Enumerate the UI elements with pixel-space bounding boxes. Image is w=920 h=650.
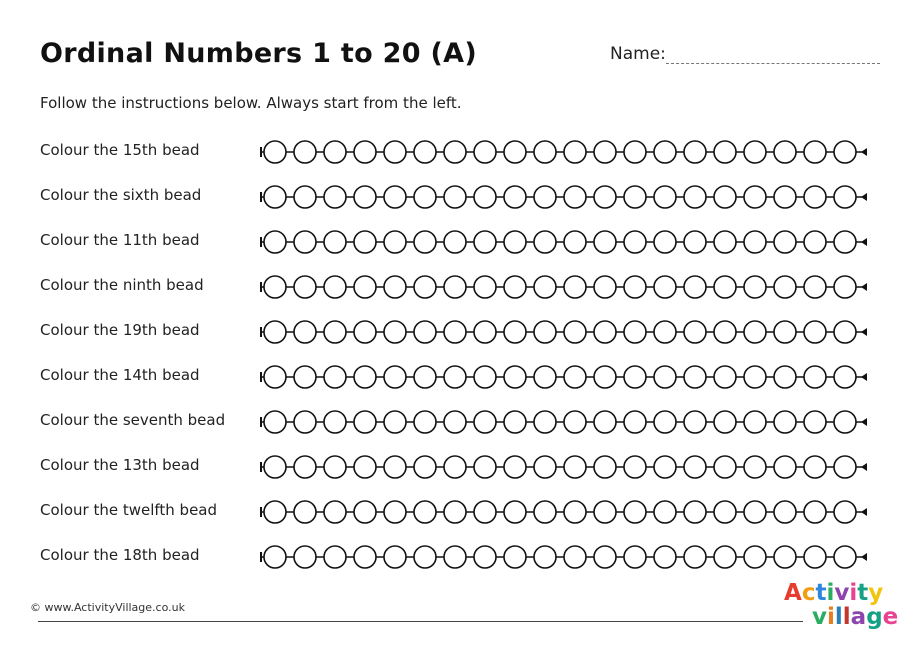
bead[interactable]: [294, 456, 316, 478]
bead[interactable]: [414, 546, 436, 568]
bead-string: [258, 362, 884, 392]
bead[interactable]: [534, 546, 556, 568]
bead[interactable]: [744, 501, 766, 523]
bead[interactable]: [324, 456, 346, 478]
page-title: Ordinal Numbers 1 to 20 (A): [40, 38, 478, 69]
string-right-end: [861, 328, 867, 336]
bead[interactable]: [294, 231, 316, 253]
bead[interactable]: [324, 231, 346, 253]
bead[interactable]: [264, 501, 286, 523]
bead[interactable]: [624, 366, 646, 388]
bead[interactable]: [474, 321, 496, 343]
bead[interactable]: [474, 231, 496, 253]
bead[interactable]: [774, 276, 796, 298]
bead[interactable]: [384, 546, 406, 568]
logo-word-activity: [784, 580, 883, 606]
bead[interactable]: [444, 501, 466, 523]
bead[interactable]: [684, 276, 706, 298]
instruction-label: Colour the twelfth bead: [40, 501, 218, 519]
logo-letter: g: [866, 604, 883, 630]
string-right-end: [861, 553, 867, 561]
bead-string: [258, 182, 884, 212]
bead[interactable]: [684, 321, 706, 343]
string-right-end: [861, 238, 867, 246]
bead[interactable]: [804, 321, 826, 343]
bead[interactable]: [654, 231, 676, 253]
instruction-label: Colour the 18th bead: [40, 546, 200, 564]
bead[interactable]: [354, 141, 376, 163]
bead[interactable]: [444, 366, 466, 388]
bead[interactable]: [474, 546, 496, 568]
logo-letter: v: [834, 580, 850, 606]
bead[interactable]: [264, 186, 286, 208]
logo-letter: y: [868, 580, 884, 606]
bead[interactable]: [594, 366, 616, 388]
bead[interactable]: [264, 276, 286, 298]
bead-string: [258, 452, 884, 482]
bead[interactable]: [324, 141, 346, 163]
bead[interactable]: [654, 276, 676, 298]
bead[interactable]: [534, 141, 556, 163]
bead[interactable]: [834, 141, 856, 163]
name-label: Name:: [610, 44, 666, 64]
bead[interactable]: [744, 186, 766, 208]
bead[interactable]: [834, 456, 856, 478]
bead[interactable]: [804, 501, 826, 523]
bead[interactable]: [534, 276, 556, 298]
bead[interactable]: [264, 456, 286, 478]
instruction-label: Colour the 14th bead: [40, 366, 200, 384]
bead[interactable]: [654, 141, 676, 163]
bead[interactable]: [474, 186, 496, 208]
bead[interactable]: [684, 456, 706, 478]
bead[interactable]: [564, 321, 586, 343]
bead[interactable]: [534, 411, 556, 433]
bead[interactable]: [564, 546, 586, 568]
bead[interactable]: [564, 141, 586, 163]
bead[interactable]: [444, 231, 466, 253]
bead[interactable]: [654, 456, 676, 478]
bead[interactable]: [444, 546, 466, 568]
bead[interactable]: [684, 366, 706, 388]
bead[interactable]: [804, 456, 826, 478]
bead[interactable]: [714, 411, 736, 433]
logo-letter: c: [801, 580, 816, 606]
bead[interactable]: [564, 276, 586, 298]
bead[interactable]: [804, 276, 826, 298]
bead[interactable]: [684, 186, 706, 208]
bead[interactable]: [624, 546, 646, 568]
bead[interactable]: [714, 186, 736, 208]
bead[interactable]: [324, 321, 346, 343]
activity-village-logo: [778, 578, 898, 638]
bead[interactable]: [324, 546, 346, 568]
logo-letter: i: [826, 580, 835, 606]
bead[interactable]: [564, 411, 586, 433]
bead[interactable]: [654, 186, 676, 208]
instruction-label: Colour the 19th bead: [40, 321, 200, 339]
bead[interactable]: [684, 231, 706, 253]
bead[interactable]: [654, 411, 676, 433]
bead[interactable]: [774, 501, 796, 523]
bead[interactable]: [594, 411, 616, 433]
logo-letter: i: [827, 604, 835, 630]
bead[interactable]: [414, 321, 436, 343]
bead-string: [258, 272, 884, 302]
bead[interactable]: [834, 231, 856, 253]
bead[interactable]: [414, 231, 436, 253]
bead[interactable]: [264, 411, 286, 433]
bead[interactable]: [744, 411, 766, 433]
bead[interactable]: [804, 366, 826, 388]
bead[interactable]: [774, 231, 796, 253]
logo-letter: e: [882, 604, 899, 630]
bead[interactable]: [474, 501, 496, 523]
bead[interactable]: [774, 141, 796, 163]
bead[interactable]: [354, 321, 376, 343]
bead[interactable]: [624, 456, 646, 478]
bead[interactable]: [534, 186, 556, 208]
bead[interactable]: [294, 186, 316, 208]
bead[interactable]: [354, 411, 376, 433]
logo-letter: a: [850, 604, 867, 630]
bead[interactable]: [564, 501, 586, 523]
bead[interactable]: [384, 186, 406, 208]
bead[interactable]: [414, 501, 436, 523]
bead[interactable]: [594, 321, 616, 343]
bead[interactable]: [384, 411, 406, 433]
bead[interactable]: [834, 321, 856, 343]
bead[interactable]: [564, 366, 586, 388]
bead[interactable]: [504, 276, 526, 298]
bead[interactable]: [474, 456, 496, 478]
bead[interactable]: [414, 366, 436, 388]
bead-string: [258, 407, 884, 437]
string-right-end: [861, 193, 867, 201]
bead[interactable]: [384, 366, 406, 388]
bead[interactable]: [594, 186, 616, 208]
bead[interactable]: [594, 501, 616, 523]
bead[interactable]: [624, 501, 646, 523]
bead[interactable]: [834, 411, 856, 433]
bead[interactable]: [324, 411, 346, 433]
bead[interactable]: [504, 141, 526, 163]
logo-letter: v: [812, 604, 827, 630]
bead[interactable]: [624, 411, 646, 433]
bead[interactable]: [504, 231, 526, 253]
bead[interactable]: [504, 321, 526, 343]
bead[interactable]: [744, 366, 766, 388]
bead-string: [258, 137, 884, 167]
bead[interactable]: [474, 411, 496, 433]
bead[interactable]: [294, 546, 316, 568]
bead[interactable]: [744, 456, 766, 478]
bead[interactable]: [744, 276, 766, 298]
bead-string: [258, 227, 884, 257]
bead[interactable]: [564, 456, 586, 478]
bead[interactable]: [834, 546, 856, 568]
bead[interactable]: [744, 231, 766, 253]
instructions-text: Follow the instructions below. Always start from the left.: [40, 94, 462, 112]
bead[interactable]: [504, 411, 526, 433]
bead[interactable]: [624, 231, 646, 253]
bead[interactable]: [564, 231, 586, 253]
bead[interactable]: [804, 141, 826, 163]
bead[interactable]: [504, 366, 526, 388]
bead[interactable]: [594, 141, 616, 163]
bead[interactable]: [384, 141, 406, 163]
bead[interactable]: [354, 456, 376, 478]
bead-string: [258, 542, 884, 572]
bead[interactable]: [684, 141, 706, 163]
bead[interactable]: [444, 276, 466, 298]
bead[interactable]: [354, 546, 376, 568]
string-right-end: [861, 463, 867, 471]
bead[interactable]: [834, 186, 856, 208]
bead-string: [258, 497, 884, 527]
bead[interactable]: [444, 186, 466, 208]
name-field-line: [666, 63, 880, 64]
logo-letter: A: [784, 580, 802, 606]
bead[interactable]: [534, 321, 556, 343]
bead[interactable]: [354, 276, 376, 298]
bead[interactable]: [774, 321, 796, 343]
bead[interactable]: [714, 501, 736, 523]
string-right-end: [861, 148, 867, 156]
logo-letter: t: [857, 580, 869, 606]
bead[interactable]: [834, 276, 856, 298]
bead[interactable]: [294, 276, 316, 298]
bead[interactable]: [774, 186, 796, 208]
bead[interactable]: [804, 231, 826, 253]
instruction-label: Colour the 15th bead: [40, 141, 200, 159]
bead[interactable]: [324, 186, 346, 208]
bead[interactable]: [504, 546, 526, 568]
bead[interactable]: [744, 321, 766, 343]
logo-word-village: [812, 604, 898, 630]
bead[interactable]: [384, 501, 406, 523]
bead[interactable]: [774, 546, 796, 568]
bead[interactable]: [804, 186, 826, 208]
bead[interactable]: [684, 411, 706, 433]
bead[interactable]: [264, 231, 286, 253]
bead[interactable]: [534, 501, 556, 523]
logo-letter: l: [834, 604, 843, 630]
bead[interactable]: [714, 546, 736, 568]
bead[interactable]: [444, 456, 466, 478]
logo-letter: l: [842, 604, 851, 630]
bead[interactable]: [324, 276, 346, 298]
bead[interactable]: [474, 276, 496, 298]
bead[interactable]: [324, 366, 346, 388]
bead[interactable]: [624, 186, 646, 208]
bead[interactable]: [294, 321, 316, 343]
bead[interactable]: [714, 141, 736, 163]
bead[interactable]: [264, 366, 286, 388]
bead[interactable]: [834, 501, 856, 523]
bead[interactable]: [654, 321, 676, 343]
instruction-label: Colour the ninth bead: [40, 276, 204, 294]
footer-divider: [38, 621, 803, 622]
bead[interactable]: [504, 186, 526, 208]
bead[interactable]: [294, 366, 316, 388]
logo-letter: i: [849, 580, 858, 606]
bead[interactable]: [624, 321, 646, 343]
bead[interactable]: [654, 366, 676, 388]
bead[interactable]: [384, 321, 406, 343]
bead[interactable]: [714, 321, 736, 343]
bead[interactable]: [624, 141, 646, 163]
bead[interactable]: [324, 501, 346, 523]
bead[interactable]: [804, 411, 826, 433]
copyright-text: © www.ActivityVillage.co.uk: [30, 601, 185, 614]
bead[interactable]: [654, 546, 676, 568]
bead[interactable]: [444, 411, 466, 433]
bead[interactable]: [354, 366, 376, 388]
bead[interactable]: [534, 456, 556, 478]
string-right-end: [861, 283, 867, 291]
bead[interactable]: [654, 501, 676, 523]
bead[interactable]: [594, 546, 616, 568]
instruction-label: Colour the 13th bead: [40, 456, 200, 474]
bead[interactable]: [354, 186, 376, 208]
bead[interactable]: [414, 141, 436, 163]
bead[interactable]: [444, 141, 466, 163]
bead[interactable]: [594, 456, 616, 478]
string-right-end: [861, 418, 867, 426]
logo-letter: t: [815, 580, 827, 606]
bead[interactable]: [354, 501, 376, 523]
instruction-label: Colour the 11th bead: [40, 231, 200, 249]
bead[interactable]: [414, 186, 436, 208]
bead[interactable]: [804, 546, 826, 568]
bead[interactable]: [714, 231, 736, 253]
string-right-end: [861, 373, 867, 381]
instruction-label: Colour the sixth bead: [40, 186, 202, 204]
bead[interactable]: [684, 501, 706, 523]
bead[interactable]: [714, 276, 736, 298]
bead[interactable]: [774, 456, 796, 478]
bead[interactable]: [774, 411, 796, 433]
bead[interactable]: [774, 366, 796, 388]
bead[interactable]: [264, 141, 286, 163]
bead[interactable]: [444, 321, 466, 343]
bead[interactable]: [834, 366, 856, 388]
bead[interactable]: [564, 186, 586, 208]
bead[interactable]: [294, 501, 316, 523]
bead[interactable]: [384, 276, 406, 298]
bead[interactable]: [354, 231, 376, 253]
bead[interactable]: [384, 231, 406, 253]
bead[interactable]: [594, 276, 616, 298]
bead[interactable]: [744, 546, 766, 568]
bead[interactable]: [534, 366, 556, 388]
bead[interactable]: [594, 231, 616, 253]
bead[interactable]: [504, 456, 526, 478]
string-right-end: [861, 508, 867, 516]
bead[interactable]: [264, 321, 286, 343]
bead[interactable]: [474, 141, 496, 163]
bead[interactable]: [744, 141, 766, 163]
bead[interactable]: [684, 546, 706, 568]
instruction-label: Colour the seventh bead: [40, 411, 226, 429]
bead[interactable]: [414, 456, 436, 478]
bead[interactable]: [474, 366, 496, 388]
bead[interactable]: [384, 456, 406, 478]
bead[interactable]: [714, 366, 736, 388]
bead[interactable]: [534, 231, 556, 253]
bead[interactable]: [624, 276, 646, 298]
bead[interactable]: [414, 411, 436, 433]
bead[interactable]: [414, 276, 436, 298]
bead-string: [258, 317, 884, 347]
bead[interactable]: [504, 501, 526, 523]
bead[interactable]: [714, 456, 736, 478]
bead[interactable]: [294, 141, 316, 163]
bead[interactable]: [264, 546, 286, 568]
bead[interactable]: [294, 411, 316, 433]
